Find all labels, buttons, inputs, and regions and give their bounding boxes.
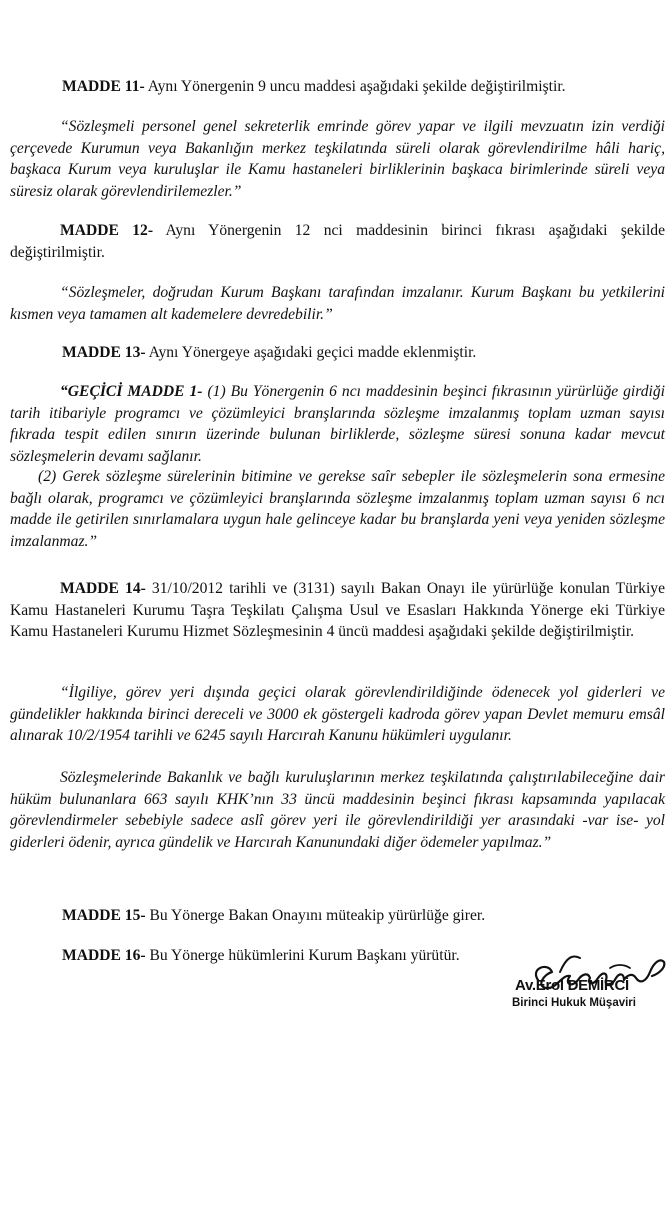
article-11-heading: MADDE 11- — [62, 78, 145, 95]
article-11 — [62, 76, 622, 98]
article-13-heading: MADDE 13- — [62, 344, 146, 361]
signatory-name: Av.Erol DEMİRCİ — [515, 977, 629, 994]
article-14 — [10, 578, 665, 643]
article-13-text: Aynı Yönergeye aşağıdaki geçici madde eklenmiştir. — [145, 344, 477, 361]
article-13-quote-p2 — [10, 466, 665, 552]
article-14-text: 31/10/2012 tarihli ve (3131) sayılı Bakan Onayı ile yürürlüğe konulan Türkiye Kamu Hastaneleri Kurumu Taşra Teşkilatı Çalışma Usul ve Esasları Hakkında Yönerge eki Türkiye Kamu Hastaneleri Kurumu Hizmet Sözleşmesinin 4 üncü maddesi aşağıdaki şekilde değiştirilmiştir. — [10, 580, 665, 640]
article-11-text: Aynı Yönergenin 9 uncu maddesi aşağıdaki şekilde değiştirilmiştir. — [144, 78, 566, 95]
article-13 — [62, 342, 622, 364]
article-14-quote-p1: “İlgiliye, görev yeri dışında geçici olarak görevlendirildiğinde ödenecek yol giderleri ve gündelikler hakkında birinci dereceli ve 3000 ek göstergeli kadroda görev yapan Devlet memuru emsâl alınarak 10/2/1954 tarihli ve 6245 sayılı Harcırah Kanunu hükümleri uygulanır. — [10, 684, 665, 744]
signatory-title: Birinci Hukuk Müşaviri — [512, 997, 636, 1009]
article-14-heading: MADDE 14- — [60, 580, 146, 597]
article-12-text: Aynı Yönergenin 12 nci maddesinin birinci fıkrası aşağıdaki şekilde değiştirilmiştir. — [10, 222, 665, 261]
temporary-article-heading: “GEÇİCİ MADDE 1- — [60, 383, 203, 400]
article-15-heading: MADDE 15- — [62, 907, 146, 924]
article-13-quote-p1 — [10, 381, 665, 467]
article-12-quote: “Sözleşmeler, doğrudan Kurum Başkanı tarafından imzalanır. Kurum Başkanı bu yetkilerini kısmen veya tamamen alt kademelere devredebilir.” — [10, 284, 665, 323]
temporary-article-clause-2: (2) Gerek sözleşme sürelerinin bitimine ve gerekse saîr sebepler ile sözleşmelerin sona ermesine bağlı olarak, programcı ve çözümleyici branşlarında sözleşme imzalanmış toplam uzman sayısı 6 ncı madde ile getirilen sınırlamalara uygun hale gelinceye kadar bu branşlarda yeni veya yeniden sözleşme imzalanmaz.” — [10, 468, 665, 550]
article-12-heading: MADDE 12- — [60, 222, 154, 239]
article-15 — [62, 905, 622, 927]
article-11-quote: “Sözleşmeli personel genel sekreterlik emrinde görev yapar ve ilgili mevzuatın izin verdiği çerçevede Kurumun veya Bakanlığın merkez teşkilatında süreli olarak görevlendirilme hâli hariç, başkaca Kurum veya kuruluşlar ile Kamu hastaneleri birliklerinin başkaca birimlerinde süreli veya süresiz olarak görevlendirilemezler.” — [10, 118, 665, 200]
temporary-article-clause-1: (1) Bu Yönergenin 6 ncı maddesinin beşinci fıkrasının yürürlüğe girdiği tarih itibariyle programcı ve çözümleyici branşlarında sözleşme imzalanmış toplam uzman sayısı fıkrada tespit edilen sınırın üzerinde bulunan birliklerde, sözleşme süresi sonuna kadar mevcut sözleşmelerin devamı sağlanır. — [10, 383, 665, 465]
article-16-text: Bu Yönerge hükümlerini Kurum Başkanı yürütür. — [145, 947, 460, 964]
article-12 — [10, 220, 665, 263]
article-14-quote-p2: Sözleşmelerinde Bakanlık ve bağlı kuruluşlarının merkez teşkilatında çalıştırılabileceğine dair hüküm bulunanlara 663 sayılı KHK’nın 33 üncü maddesinin beşinci fıkrası kapsamında yapılacak görevlendirmeler sebebiyle sadece aslî görev yeri ile görevlendirildiği yer arasındaki -var ise- yol giderleri ödenir, ayrıca gündelik ve Harcırah Kanunundaki diğer ödemeler yapılmaz.” — [10, 769, 665, 851]
article-15-text: Bu Yönerge Bakan Onayını müteakip yürürlüğe girer. — [145, 907, 486, 924]
article-16-heading: MADDE 16- — [62, 947, 146, 964]
